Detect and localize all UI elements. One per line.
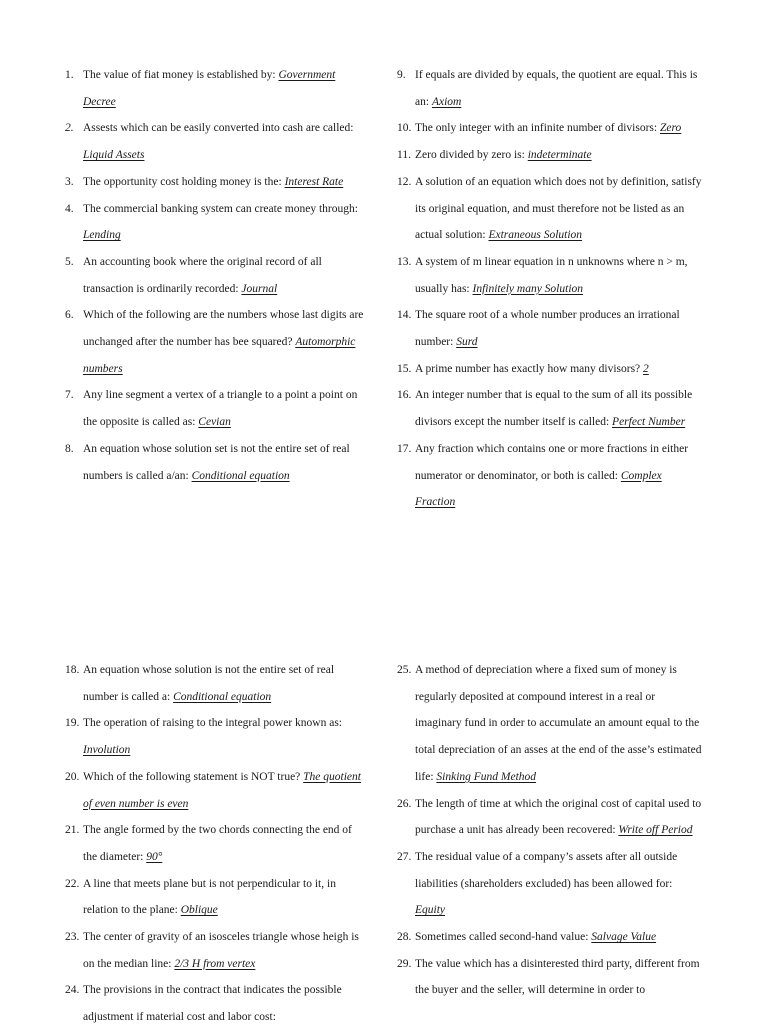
question-text: Sometimes called second-hand value:	[415, 931, 592, 944]
list-item-24	[65, 977, 365, 1030]
item-text	[415, 356, 703, 383]
question-text: The value of fiat money is established by:	[83, 69, 279, 81]
item-text	[83, 871, 365, 924]
list-item-26	[397, 791, 703, 844]
item-number: 6.	[65, 309, 74, 322]
item-text	[415, 791, 703, 844]
item-text	[415, 924, 703, 951]
list-item-8	[65, 436, 365, 489]
question-text: Which of the following statement is NOT true?	[83, 770, 304, 783]
answer-text: Surd	[456, 336, 478, 349]
question-text: Which of the following are the numbers whose last digits are unchanged after the number has bee squared?	[83, 309, 364, 349]
item-number: 17.	[397, 442, 412, 455]
item-number: 8.	[65, 442, 74, 455]
answer-text: Axiom	[431, 95, 462, 108]
list-item-12	[397, 169, 703, 249]
question-text: Any fraction which contains one or more fractions in either numerator or denominator, or both is called:	[415, 442, 689, 482]
list-item-6	[65, 302, 365, 382]
list-item-2	[65, 115, 365, 168]
question-text: A line that meets plane but is not perpendicular to it, in relation to the plane:	[83, 877, 336, 917]
list-item-5	[65, 249, 365, 302]
question-text: An equation whose solution is not the entire set of real number is called a:	[83, 664, 335, 703]
item-text	[415, 169, 703, 249]
list-item-20	[65, 764, 365, 817]
question-text: The provisions in the contract that indicates the possible adjustment if material cost and labor cost:	[83, 984, 342, 1024]
item-number: 13.	[397, 255, 412, 268]
item-text	[415, 115, 703, 142]
item-text	[415, 657, 703, 791]
list-item-1	[65, 62, 365, 115]
answer-text: Complex Fraction	[415, 469, 662, 509]
question-text: The angle formed by the two chords connecting the end of the diameter:	[83, 824, 352, 863]
item-number: 26.	[397, 797, 412, 810]
list-item-19	[65, 710, 365, 763]
item-number: 25.	[397, 664, 412, 676]
answer-text: Infinitely many Solution	[472, 282, 584, 295]
list-item-3	[65, 169, 365, 196]
list-item-11	[397, 142, 703, 169]
item-text	[415, 951, 703, 1004]
list-item-27	[397, 844, 703, 924]
item-text	[83, 196, 365, 249]
answer-text: Salvage Value	[591, 931, 657, 944]
item-number: 2.	[65, 122, 74, 135]
item-number: 21.	[65, 824, 80, 837]
question-text: An equation whose solution set is not the entire set of real numbers is called a/an:	[83, 442, 350, 482]
answer-text: Zero	[659, 122, 682, 135]
answer-text: 90°	[146, 850, 163, 863]
item-text	[415, 302, 703, 355]
question-text: An integer number that is equal to the sum of all its possible divisors except the number itself is called:	[415, 389, 693, 429]
list-item-18	[65, 657, 365, 710]
answer-text: Write off Period	[618, 824, 693, 837]
item-number: 3.	[65, 175, 74, 188]
item-number: 29.	[397, 957, 412, 970]
question-text: The only integer with an infinite number of divisors:	[415, 122, 660, 135]
item-number: 7.	[65, 389, 74, 402]
list-item-25	[397, 657, 703, 791]
answer-text: Cevian	[198, 416, 231, 429]
item-text	[415, 436, 703, 516]
list-item-15	[397, 356, 703, 383]
question-text: Any line segment a vertex of a triangle to a point a point on the opposite is called as:	[83, 389, 358, 429]
item-text	[415, 249, 703, 302]
question-text: If equals are divided by equals, the quotient are equal. This is an:	[415, 69, 698, 108]
list-item-16	[397, 382, 703, 435]
item-number: 1.	[65, 69, 74, 81]
list-item-23	[65, 924, 365, 977]
item-text	[83, 764, 365, 817]
item-text	[83, 817, 365, 870]
list-item-10	[397, 115, 703, 142]
answer-text: Conditional equation	[173, 690, 272, 703]
item-text	[415, 382, 703, 435]
answer-text: 2/3 H from vertex	[174, 957, 256, 970]
item-number: 5.	[65, 255, 74, 268]
item-number: 23.	[65, 931, 80, 944]
column-top-right	[397, 62, 703, 516]
answer-text: Involution	[83, 744, 131, 757]
answer-text: Conditional equation	[191, 469, 290, 482]
list-item-17	[397, 436, 703, 516]
item-number: 22.	[65, 877, 80, 890]
question-text: The square root of a whole number produces an irrational number:	[415, 309, 680, 349]
item-number: 12.	[397, 175, 412, 188]
column-bottom-right	[397, 657, 703, 1004]
item-text	[83, 657, 365, 710]
answer-text: Automorphic numbers	[83, 336, 356, 375]
item-number: 19.	[65, 717, 80, 730]
item-text	[415, 62, 703, 115]
answer-text: Liquid Assets	[83, 149, 145, 162]
question-text: The commercial banking system can create money through:	[83, 202, 358, 215]
item-text	[83, 169, 365, 196]
item-number: 24.	[65, 984, 80, 997]
answer-text: Perfect Number	[612, 416, 686, 429]
question-text: The residual value of a company’s assets after all outside liabilities (shareholders excluded) has been allowed for:	[415, 850, 678, 890]
column-bottom-left	[65, 657, 365, 1031]
list-item-28	[397, 924, 703, 951]
question-text: A prime number has exactly how many divisors?	[415, 362, 644, 375]
item-text	[415, 142, 703, 169]
answer-text: Journal	[241, 282, 278, 295]
list-item-4	[65, 196, 365, 249]
item-text	[83, 710, 365, 763]
item-number: 16.	[397, 389, 412, 402]
item-text	[83, 115, 365, 168]
question-text: The length of time at which the original cost of capital used to purchase a unit has already been recovered:	[415, 797, 702, 837]
question-text: Assests which can be easily converted into cash are called:	[83, 122, 354, 135]
item-text	[83, 436, 365, 489]
column-top-left	[65, 62, 365, 489]
item-number: 18.	[65, 664, 80, 676]
item-number: 15.	[397, 362, 412, 375]
item-number: 20.	[65, 770, 80, 783]
item-text	[83, 977, 365, 1030]
answer-text: Equity	[415, 904, 446, 917]
question-text: An accounting book where the original record of all transaction is ordinarily recorded:	[83, 255, 322, 295]
question-text: Zero divided by zero is:	[415, 149, 528, 162]
item-number: 27.	[397, 850, 412, 863]
item-number: 11.	[397, 149, 411, 162]
list-item-21	[65, 817, 365, 870]
item-number: 4.	[65, 202, 74, 215]
list-item-14	[397, 302, 703, 355]
item-text	[83, 924, 365, 977]
answer-text: Lending	[83, 229, 121, 242]
list-item-29	[397, 951, 703, 1004]
question-text: The value which has a disinterested third party, different from the buyer and the seller, will determine in order to	[415, 957, 700, 997]
item-number: 28.	[397, 931, 412, 944]
question-text: A solution of an equation which does not by definition, satisfy its original equation, and must therefore not be listed as an actual solution:	[415, 175, 702, 242]
answer-text: The quotient of even number is even	[83, 770, 361, 810]
list-item-22	[65, 871, 365, 924]
item-number: 9.	[397, 69, 406, 81]
list-item-13	[397, 249, 703, 302]
question-text: The operation of raising to the integral power known as:	[83, 717, 342, 730]
answer-text: Sinking Fund Method	[436, 770, 537, 783]
item-text	[83, 249, 365, 302]
item-number: 14.	[397, 309, 412, 322]
item-text	[83, 62, 365, 115]
answer-text: 2	[643, 362, 649, 375]
question-text: A system of m linear equation in n unknowns where n > m, usually has:	[415, 255, 688, 295]
answer-text: Oblique	[180, 904, 218, 917]
list-item-7	[65, 382, 365, 435]
item-number: 10.	[397, 122, 412, 135]
question-text: A method of depreciation where a fixed sum of money is regularly deposited at compound interest in a real or imaginary fund in order to accumulate an amount equal to the total depreciation of an asses at the end of the asse’s estimated life:	[415, 664, 702, 783]
list-item-9	[397, 62, 703, 115]
answer-text: indeterminate	[527, 149, 592, 162]
question-text: The opportunity cost holding money is the:	[83, 175, 285, 188]
answer-text: Extraneous Solution	[488, 229, 583, 242]
answer-text: Interest Rate	[284, 175, 344, 188]
item-text	[415, 844, 703, 924]
answer-text: Government Decree	[83, 69, 336, 108]
item-text	[83, 302, 365, 382]
question-text: The center of gravity of an isosceles triangle whose heigh is on the median line:	[83, 931, 359, 970]
item-text	[83, 382, 365, 435]
